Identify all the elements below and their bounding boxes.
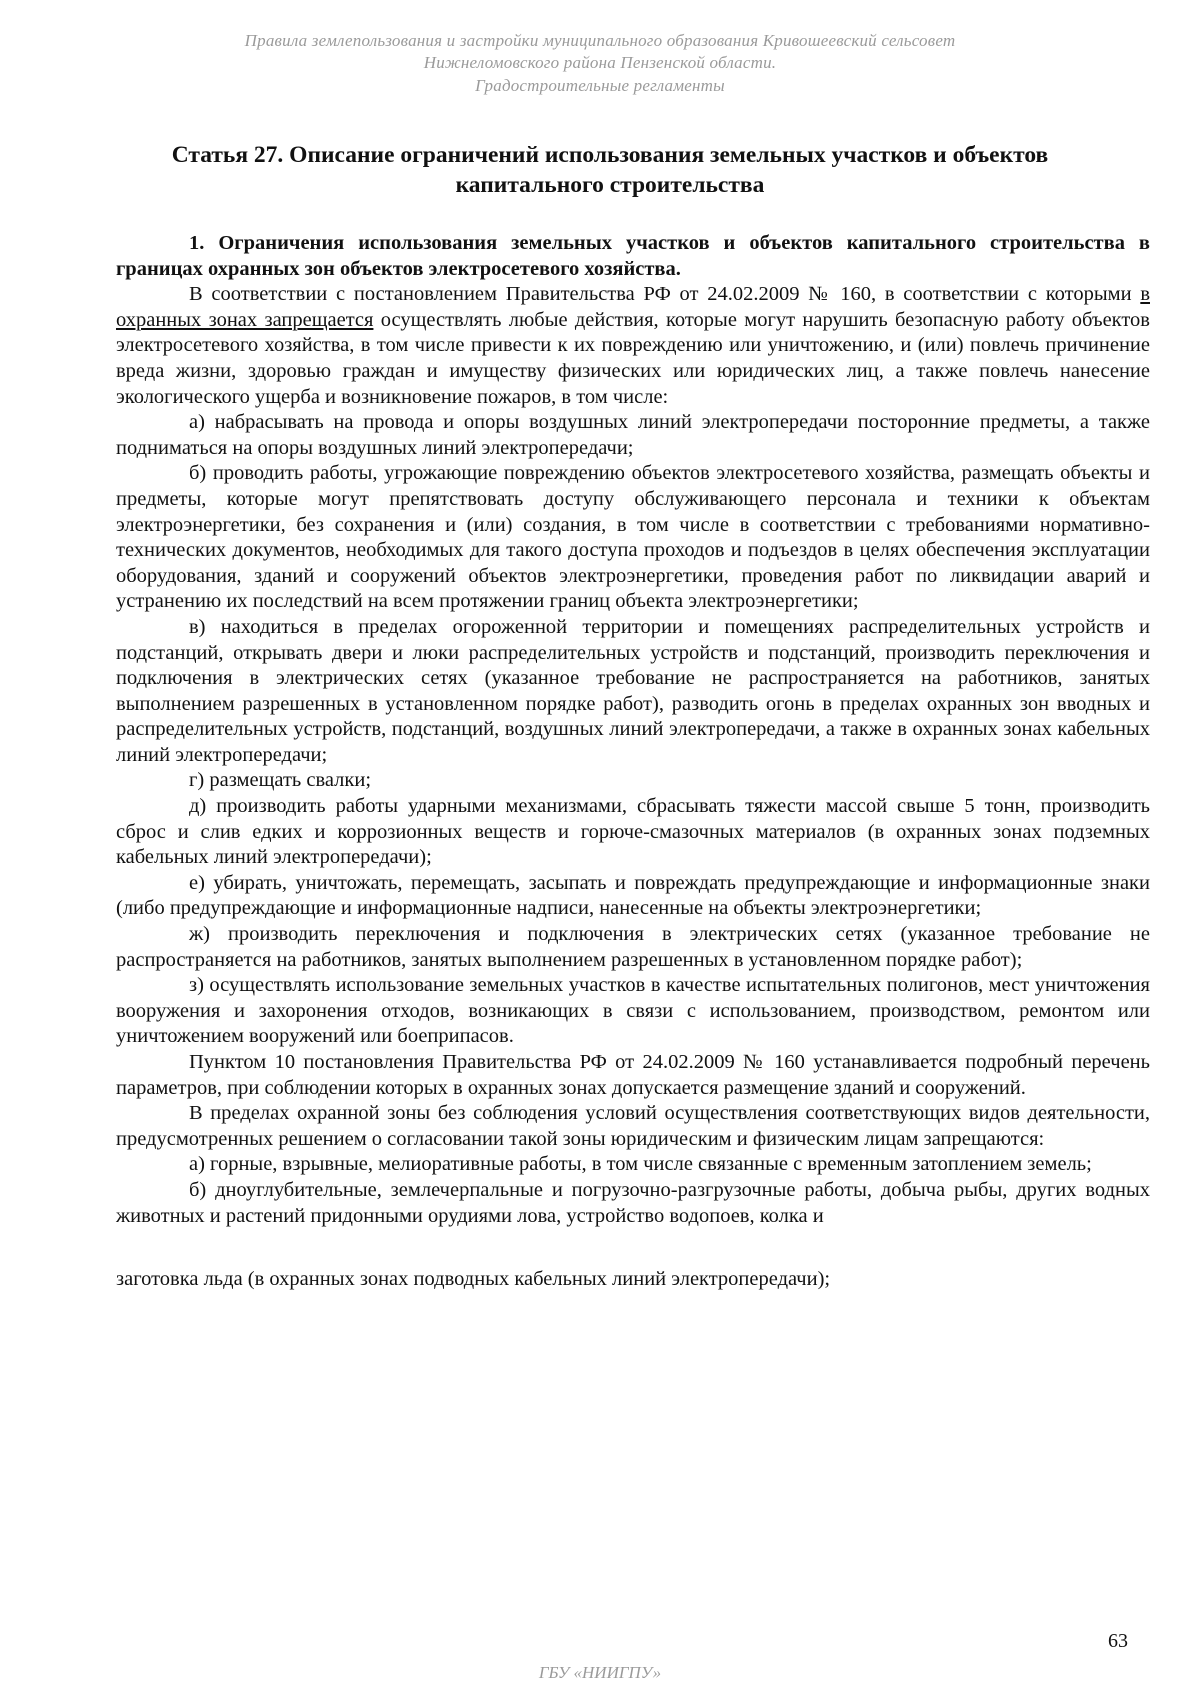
article-body bbox=[116, 231, 1150, 1293]
paragraph-intro bbox=[116, 282, 1150, 410]
section-heading: 1. Ограничения использования земельных участков и объектов капитального строительства в границах охранных зон объектов электросетевого хозяйства. bbox=[116, 232, 1150, 280]
paragraph-intro-start: В соответствии с постановлением Правительства РФ от 24.02.2009 № 160, в соответствии с которыми bbox=[189, 283, 1141, 306]
list2-item-a: а) горные, взрывные, мелиоративные работы, в том числе связанные с временным затоплением земель; bbox=[189, 1153, 1092, 1176]
list-item-v: в) находиться в пределах огороженной территории и помещениях распределительных устройств и подстанций, открывать двери и люки распределительных устройств и подстанций, производить переключения и подключения в электрических сетях (указанное требование не распространяется на работников, занятых выполнением разрешенных в установленном порядке работ), разводить огонь в пределах охранных зон вводных и распределительных устройств, подстанций, воздушных линий электропередачи, а также в охранных зонах кабельных линий электропередачи; bbox=[116, 615, 1150, 766]
list-item-zh: ж) производить переключения и подключения в электрических сетях (указанное требование не распространяется на работников, занятых выполнением разрешенных в установленном порядке работ); bbox=[116, 923, 1150, 971]
page-number: 63 bbox=[1108, 1630, 1128, 1652]
list-item-b: б) проводить работы, угрожающие повреждению объектов электросетевого хозяйства, размещать объекты и предметы, которые могут препятствовать доступу обслуживающего персонала и техники к объектам электроэнергетики, без сохранения и (или) создания, в том числе в соответствии с требованиями нормативно-технических документов, необходимых для такого доступа проходов и подъездов в целях обеспечения эксплуатации оборудования, зданий и сооружений объектов электроэнергетики, проведения работ по ликвидации аварий и устранению их последствий на всем протяжении границ объекта электроэнергетики; bbox=[116, 462, 1150, 613]
list-item-e: е) убирать, уничтожать, перемещать, засыпать и повреждать предупреждающие и информационные знаки (либо предупреждающие и информационные надписи, нанесенные на объекты электроэнергетики; bbox=[116, 871, 1150, 920]
list2-item-b: б) дноуглубительные, землечерпальные и погрузочно-разгрузочные работы, добыча рыбы, других водных животных и растений придонными орудиями лова, устройство водопоев, колка и bbox=[116, 1178, 1150, 1227]
list-item-d: д) производить работы ударными механизмами, сбрасывать тяжести массой свыше 5 тонн, производить сброс и слив едких и коррозионных веществ и горюче-смазочных материалов (в охранных зонах подземных кабельных линий электропередачи); bbox=[116, 795, 1150, 869]
running-header-line-2: Нижнеломовского района Пензенской области. bbox=[423, 53, 777, 72]
underlined-phrase: в охранных зонах запрещается bbox=[116, 283, 1150, 331]
running-footer: ГБУ «НИИГПУ» bbox=[538, 1663, 662, 1682]
article-title: Статья 27. Описание ограничений использования земельных участков и объектов капитального строительства bbox=[171, 142, 1049, 198]
running-header-line-3: Градостроительные регламенты bbox=[475, 76, 725, 95]
list-item-g: г) размещать свалки; bbox=[189, 769, 372, 792]
running-header-line-1: Правила землепользования и застройки муниципального образования Кривошеевский сельсовет bbox=[244, 31, 956, 50]
list-item-z: з) осуществлять использование земельных участков в качестве испытательных полигонов, мест уничтожения вооружения и захоронения отходов, возникающих в связи с использованием, производством, ремонтом или уничтожением вооружений или боеприпасов. bbox=[116, 974, 1150, 1048]
list-item-a: а) набрасывать на провода и опоры воздушных линий электропередачи посторонние предметы, а также подниматься на опоры воздушных линий электропередачи; bbox=[116, 411, 1150, 459]
paragraph-prohibitions: В пределах охранной зоны без соблюдения условий осуществления соответствующих видов деятельности, предусмотренных решением о согласовании такой зоны юридическим и физическим лицам запрещаются: bbox=[116, 1102, 1150, 1150]
continued-line: заготовка льда (в охранных зонах подводных кабельных линий электропередачи); bbox=[116, 1268, 831, 1291]
paragraph-punkt-10: Пунктом 10 постановления Правительства РФ от 24.02.2009 № 160 устанавливается подробный перечень параметров, при соблюдении которых в охранных зонах допускается размещение зданий и сооружений. bbox=[116, 1051, 1150, 1099]
paragraph-intro-end: осуществлять любые действия, которые могут нарушить безопасную работу объектов электросетевого хозяйства, в том числе привести к их повреждению или уничтожению, и (или) повлечь причинение вреда жизни, здоровью граждан и имуществу физических или юридических лиц, а также повлечь нанесение экологического ущерба и возникновение пожаров, в том числе: bbox=[116, 308, 1150, 408]
